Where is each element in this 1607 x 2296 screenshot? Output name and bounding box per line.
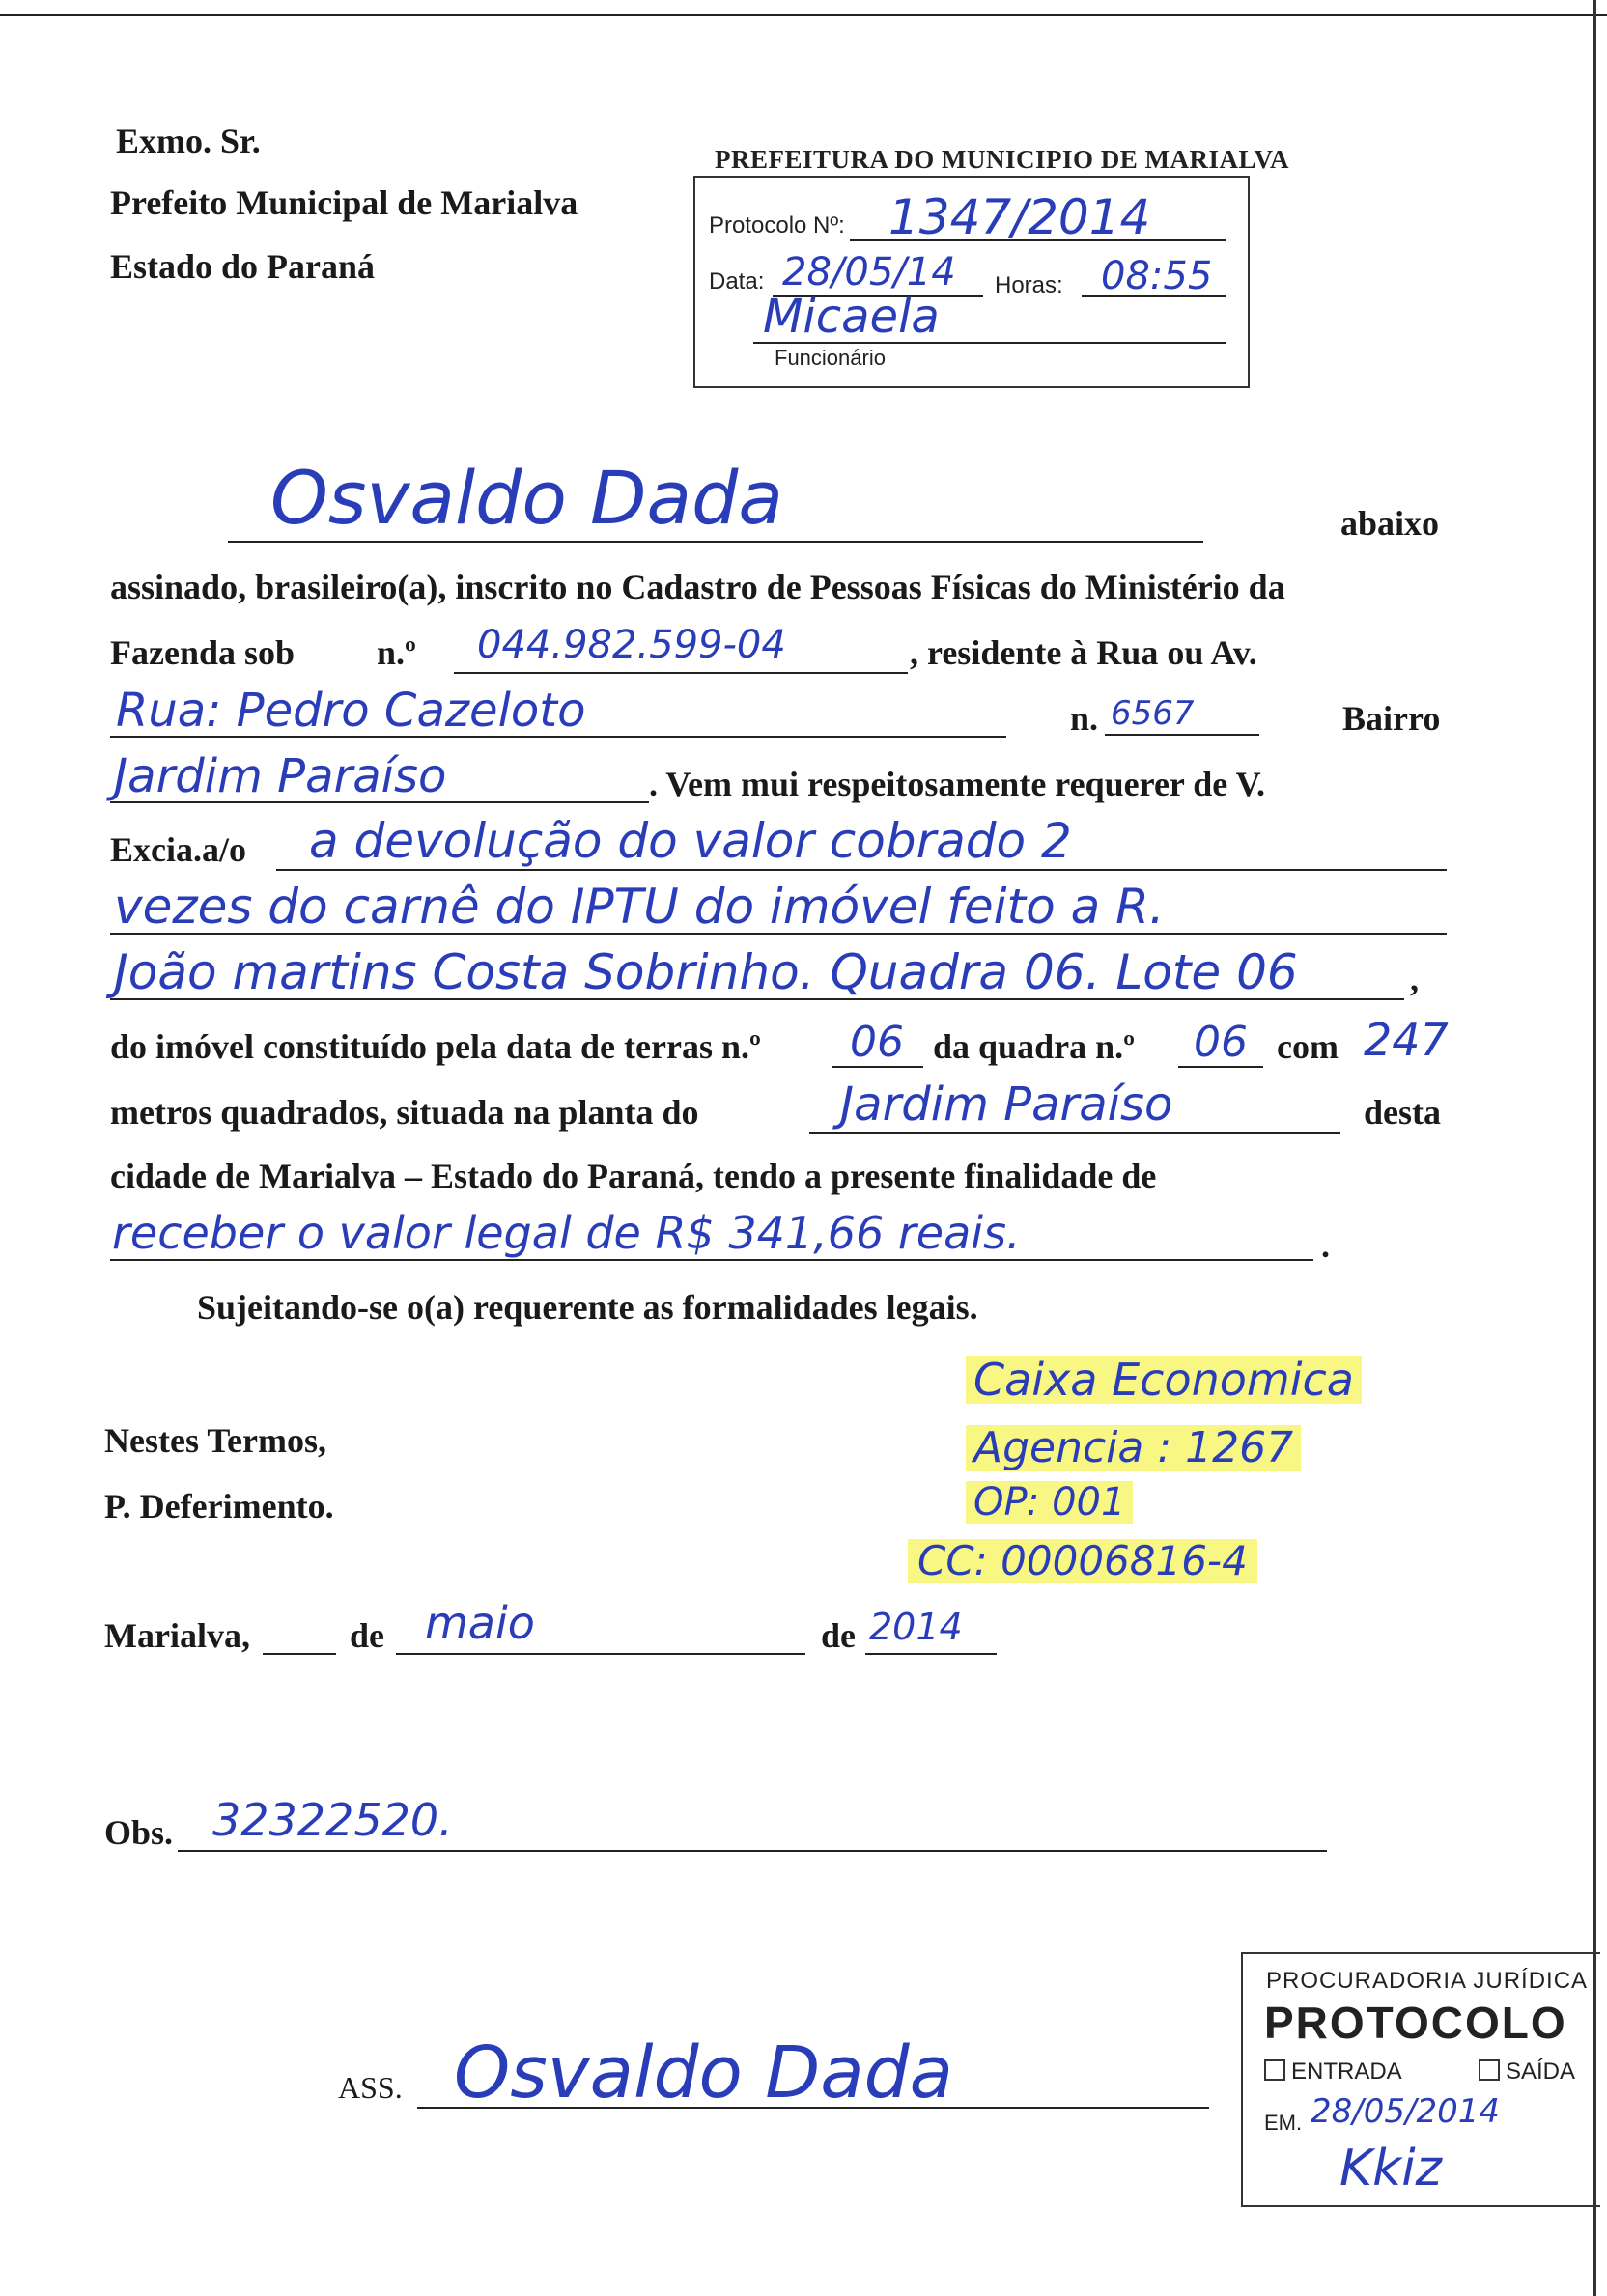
bank-name: Caixa Economica [966, 1356, 1362, 1404]
nestes-termos: Nestes Termos, [104, 1421, 326, 1460]
desta-text: desta [1364, 1093, 1441, 1132]
abaixo-text: abaixo [1340, 504, 1440, 543]
state: Estado do Paraná [110, 247, 376, 286]
metros-text: metros quadrados, situada na planta do [110, 1093, 699, 1132]
top-border-line [0, 14, 1607, 16]
residente-text: , residente à Rua ou Av. [910, 633, 1257, 672]
funcionario-signature: Micaela [763, 290, 940, 344]
area-value: 247 [1364, 1014, 1449, 1066]
request-line-1: a devolução do valor cobrado 2 [309, 813, 1072, 869]
stamp-prefeitura [693, 176, 1250, 388]
bairro-label: Bairro [1342, 699, 1441, 738]
cidade-text: cidade de Marialva – Estado do Paraná, tendo a presente finalidade de [110, 1157, 1157, 1195]
entrada-checkbox [1264, 2059, 1285, 2081]
protocolo-label: Protocolo Nº: [709, 212, 845, 238]
de-label-2: de [821, 1616, 856, 1655]
obs-label: Obs. [104, 1813, 174, 1852]
de-label-1: de [350, 1616, 384, 1655]
quadra-value: 06 [1194, 1018, 1248, 1067]
data-terras-value: 06 [850, 1018, 904, 1067]
bank-operation: OP: 001 [966, 1481, 1133, 1524]
city-label: Marialva, [104, 1616, 250, 1655]
requester-name: Osvaldo Dada [270, 455, 783, 541]
bank-account: CC: 00006816-4 [908, 1539, 1257, 1583]
procuradoria-title: PROCURADORIA JURÍDICA [1266, 1968, 1589, 1994]
vem-text: . Vem mui respeitosamente requerer de V. [649, 765, 1265, 803]
funcionario-label: Funcionário [775, 346, 886, 370]
em-value: 28/05/2014 [1311, 2092, 1500, 2131]
data-label: Data: [709, 268, 765, 294]
month-value: maio [425, 1597, 535, 1649]
sujeitando-text: Sujeitando-se o(a) requerente as formalidades legais. [197, 1288, 978, 1327]
imovel-text: do imóvel constituído pela data de terras n.º [110, 1027, 761, 1066]
planta-value: Jardim Paraíso [840, 1078, 1173, 1132]
recipient: Prefeito Municipal de Marialva [110, 183, 578, 222]
request-line-3: João martins Costa Sobrinho. Quadra 06. Lote 06 [114, 944, 1298, 1000]
obs-value: 32322520. [212, 1794, 453, 1846]
stamp-procuradoria [1241, 1952, 1600, 2207]
finalidade-period: . [1321, 1226, 1330, 1265]
cpf-value: 044.982.599-04 [477, 623, 786, 667]
ass-label: ASS. [338, 2070, 403, 2105]
neighborhood-value: Jardim Paraíso [114, 749, 447, 803]
request-comma: , [1410, 960, 1419, 998]
house-number-value: 6567 [1111, 694, 1195, 733]
protocolo-title: PROTOCOLO [1264, 1998, 1567, 2048]
quadra-text: da quadra n.º [933, 1027, 1135, 1066]
bank-agency: Agencia : 1267 [966, 1425, 1301, 1471]
protocolo-value: 1347/2014 [888, 189, 1151, 245]
text-line-assinado: assinado, brasileiro(a), inscrito no Cadastro de Pessoas Físicas do Ministério da [110, 568, 1285, 606]
excia-text: Excia.a/o [110, 830, 246, 869]
deferimento: P. Deferimento. [104, 1487, 334, 1526]
saida-checkbox [1479, 2059, 1500, 2081]
requester-signature: Osvaldo Dada [454, 2031, 953, 2114]
fazenda-sob-text: Fazenda sob [110, 633, 296, 672]
year-value: 2014 [869, 1606, 963, 1648]
house-number-label: n. [1070, 699, 1099, 738]
horas-label: Horas: [995, 272, 1063, 298]
cpf-n-label: n.º [377, 633, 416, 672]
horas-value: 08:55 [1101, 254, 1213, 298]
salutation: Exmo. Sr. [116, 122, 261, 160]
entrada-option [1264, 2058, 1402, 2086]
em-label: EM. [1264, 2111, 1303, 2135]
saida-label: SAÍDA [1506, 2058, 1576, 2085]
street-value: Rua: Pedro Cazeloto [116, 684, 586, 738]
procuradoria-initials: Kkiz [1339, 2140, 1442, 2198]
entrada-label: ENTRADA [1291, 2058, 1402, 2085]
com-text: com [1277, 1027, 1339, 1066]
stamp-prefeitura-title: PREFEITURA DO MUNICIPIO DE MARIALVA [715, 145, 1290, 174]
request-line-2: vezes do carnê do IPTU do imóvel feito a R. [114, 879, 1165, 935]
saida-option [1479, 2058, 1575, 2086]
data-value: 28/05/14 [782, 250, 956, 294]
finalidade-value: receber o valor legal de R$ 341,66 reais. [112, 1207, 1021, 1259]
